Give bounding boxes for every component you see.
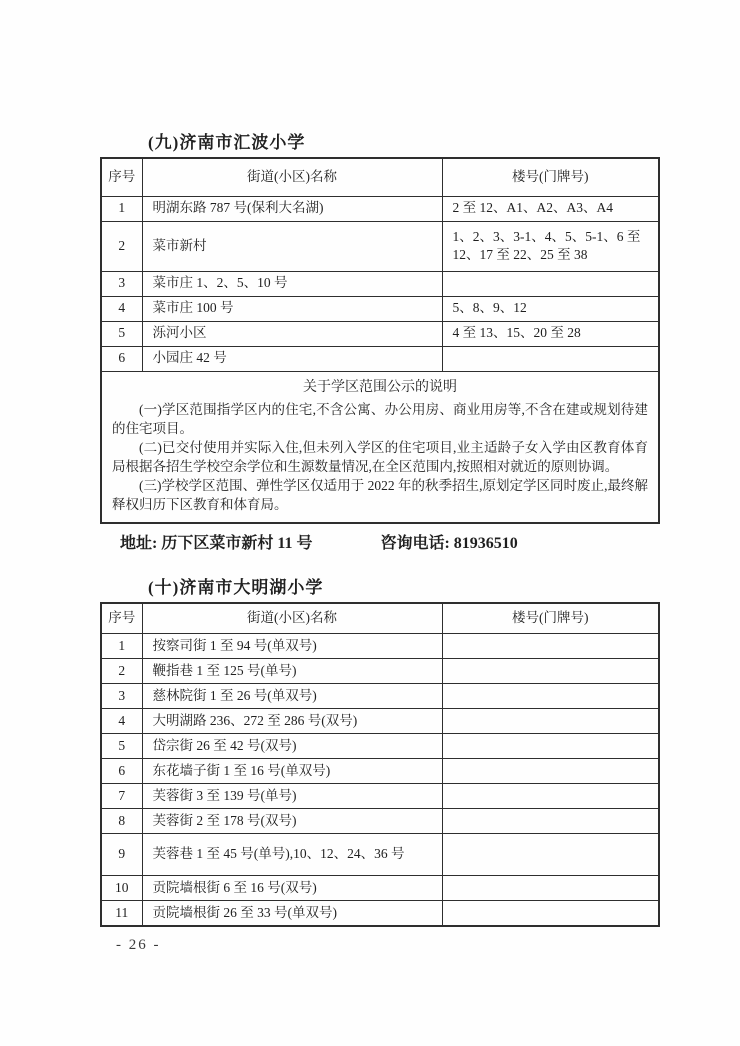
- cell-building-no: [442, 901, 659, 926]
- cell-seq-no: 8: [101, 809, 142, 834]
- notes-cell: [101, 371, 659, 523]
- cell-street-name: 贡院墙根街 26 至 33 号(单双号): [142, 901, 442, 926]
- cell-street-name: 芙蓉巷 1 至 45 号(单号),10、12、24、36 号: [142, 834, 442, 876]
- notes-row: [101, 371, 659, 523]
- cell-seq-no: 7: [101, 784, 142, 809]
- cell-building-no: [442, 346, 659, 371]
- page-number: - 26 -: [116, 936, 161, 953]
- cell-seq-no: 9: [101, 834, 142, 876]
- table-header-row: [101, 158, 659, 196]
- note-paragraph-3: (三)学校学区范围、弹性学区仅适用于 2022 年的秋季招生,原划定学区同时废止,最终解释权归历下区教育和体育局。: [112, 477, 648, 512]
- table-row: [101, 296, 659, 321]
- table-row: [101, 196, 659, 221]
- school-section-daminghu: [100, 577, 658, 927]
- header-building-no: 楼号(门牌号): [442, 158, 659, 196]
- district-table-daminghu: [100, 602, 660, 927]
- school-title-daminghu: (十)济南市大明湖小学: [148, 577, 324, 597]
- cell-building-no: [442, 876, 659, 901]
- cell-seq-no: 11: [101, 901, 142, 926]
- notes-title: 关于学区范围公示的说明: [303, 379, 457, 395]
- cell-street-name: 芙蓉街 3 至 139 号(单号): [142, 784, 442, 809]
- header-street-name: 街道(小区)名称: [142, 158, 442, 196]
- cell-seq-no: 5: [101, 734, 142, 759]
- cell-seq-no: 2: [101, 659, 142, 684]
- cell-street-name: 明湖东路 787 号(保利大名湖): [142, 196, 442, 221]
- cell-street-name: 按察司街 1 至 94 号(单双号): [142, 634, 442, 659]
- cell-building-no: [442, 634, 659, 659]
- cell-building-no: [442, 659, 659, 684]
- table-row: [101, 901, 659, 926]
- table-row: [101, 759, 659, 784]
- table-header-row: [101, 603, 659, 634]
- note-paragraph-2: (二)已交付使用并实际入住,但未列入学区的住宅项目,业主适龄子女入学由区教育体育局根据各招生学校空余学位和生源数量情况,在全区范围内,按照相对就近的原则协调。: [112, 439, 648, 474]
- table-row: [101, 659, 659, 684]
- table-row: [101, 346, 659, 371]
- table-row: [101, 709, 659, 734]
- table-row: [101, 634, 659, 659]
- cell-street-name: 大明湖路 236、272 至 286 号(双号): [142, 709, 442, 734]
- cell-building-no: 5、8、9、12: [442, 296, 659, 321]
- cell-seq-no: 4: [101, 296, 142, 321]
- cell-building-no: [442, 734, 659, 759]
- cell-seq-no: 10: [101, 876, 142, 901]
- cell-street-name: 菜市新村: [142, 221, 442, 271]
- cell-seq-no: 3: [101, 271, 142, 296]
- address-row: [120, 533, 658, 555]
- school-phone: 咨询电话: 81936510: [380, 534, 518, 552]
- district-table-huibo: [100, 157, 660, 524]
- cell-street-name: 东花墙子街 1 至 16 号(单双号): [142, 759, 442, 784]
- cell-street-name: 芙蓉街 2 至 178 号(双号): [142, 809, 442, 834]
- header-seq-no: 序号: [101, 158, 142, 196]
- cell-building-no: [442, 271, 659, 296]
- table-row: [101, 221, 659, 271]
- school-address: 地址: 历下区菜市新村 11 号: [120, 534, 313, 552]
- table-row: [101, 271, 659, 296]
- cell-building-no: [442, 684, 659, 709]
- table-row: [101, 876, 659, 901]
- cell-street-name: 泺河小区: [142, 321, 442, 346]
- cell-seq-no: 6: [101, 759, 142, 784]
- cell-seq-no: 6: [101, 346, 142, 371]
- school-title-huibo: (九)济南市汇波小学: [148, 133, 306, 152]
- cell-building-no: [442, 709, 659, 734]
- cell-building-no: 1、2、3、3-1、4、5、5-1、6 至 12、17 至 22、25 至 38: [442, 221, 659, 271]
- table-row: [101, 834, 659, 876]
- cell-seq-no: 4: [101, 709, 142, 734]
- page-content: [100, 132, 658, 954]
- cell-seq-no: 1: [101, 196, 142, 221]
- header-seq-no: 序号: [101, 603, 142, 634]
- cell-seq-no: 3: [101, 684, 142, 709]
- cell-street-name: 菜市庄 1、2、5、10 号: [142, 271, 442, 296]
- header-street-name: 街道(小区)名称: [142, 603, 442, 634]
- cell-building-no: 4 至 13、15、20 至 28: [442, 321, 659, 346]
- table-row: [101, 321, 659, 346]
- table-row: [101, 809, 659, 834]
- cell-building-no: 2 至 12、A1、A2、A3、A4: [442, 196, 659, 221]
- cell-seq-no: 5: [101, 321, 142, 346]
- table-row: [101, 734, 659, 759]
- cell-street-name: 菜市庄 100 号: [142, 296, 442, 321]
- cell-building-no: [442, 784, 659, 809]
- cell-building-no: [442, 809, 659, 834]
- cell-street-name: 小园庄 42 号: [142, 346, 442, 371]
- table-row: [101, 684, 659, 709]
- cell-seq-no: 1: [101, 634, 142, 659]
- cell-street-name: 岱宗街 26 至 42 号(双号): [142, 734, 442, 759]
- cell-street-name: 鞭指巷 1 至 125 号(单号): [142, 659, 442, 684]
- cell-street-name: 慈林院街 1 至 26 号(单双号): [142, 684, 442, 709]
- header-building-no: 楼号(门牌号): [442, 603, 659, 634]
- school-section-huibo: [100, 132, 658, 555]
- cell-seq-no: 2: [101, 221, 142, 271]
- cell-building-no: [442, 759, 659, 784]
- cell-building-no: [442, 834, 659, 876]
- note-paragraph-1: (一)学区范围指学区内的住宅,不含公寓、办公用房、商业用房等,不含在建或规划待建的住宅项目。: [112, 401, 648, 436]
- cell-street-name: 贡院墙根街 6 至 16 号(双号): [142, 876, 442, 901]
- table-row: [101, 784, 659, 809]
